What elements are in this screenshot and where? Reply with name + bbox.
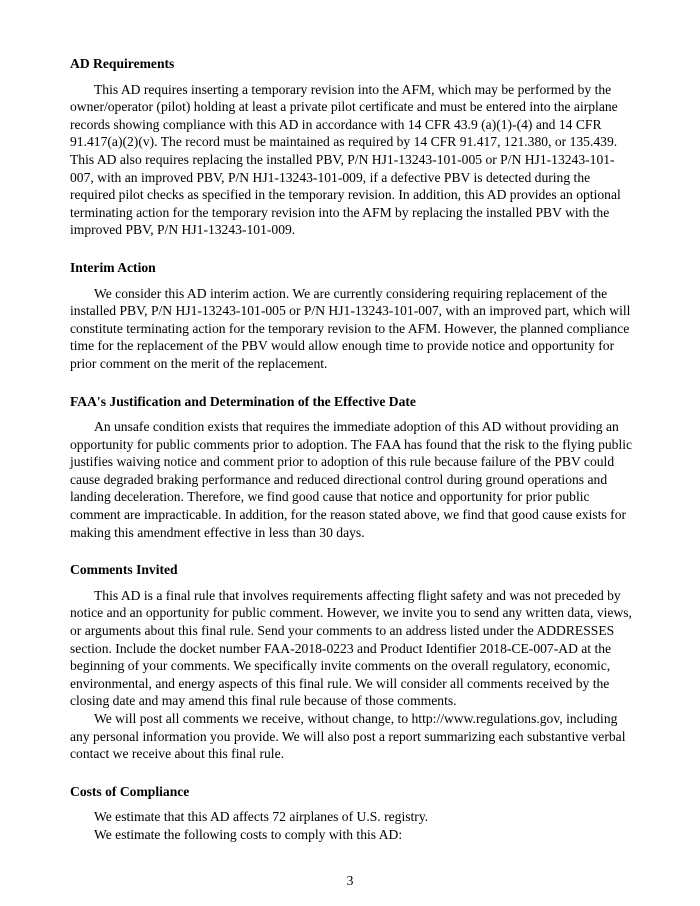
paragraph: An unsafe condition exists that requires the immediate adoption of this AD without providing an opportunity for public comments prior to adoption. The FAA has found that the risk to the flying public justifies waiving notice and comment prior to adoption of this rule because failure of the PBV could cause degraded braking performance and reduced directional control during ground operations and landing deceleration. Therefore, we find good cause that notice and opportunity for prior public comment are impracticable. In addition, for the reason stated above, we find that good cause exists for making this amendment effective in less than 30 days.	[70, 419, 633, 540]
paragraph: We estimate the following costs to comply with this AD:	[94, 826, 403, 842]
section-heading-faa-justification: FAA's Justification and Determination of the Effective Date	[70, 393, 416, 409]
paragraph: We consider this AD interim action. We are currently considering requiring replacement of the installed PBV, P/N HJ1-13243-101-005 or P/N HJ1-13243-101-007, with an improved part, which will constitute terminating action for the temporary revision to the AFM. However, the planned compliance time for the replacement of the PBV would allow enough time to provide notice and opportunity for prior comment on the merit of the replacement.	[70, 285, 631, 371]
section-heading-costs-of-compliance: Costs of Compliance	[70, 783, 190, 799]
page-content	[70, 55, 633, 844]
page-number: 3	[346, 873, 354, 888]
paragraph: We will post all comments we receive, without change, to http://www.regulations.gov, including any personal information you provide. We will also post a report summarizing each substantive verbal contact we receive about this final rule.	[70, 711, 626, 762]
section-heading-comments-invited: Comments Invited	[70, 562, 178, 578]
section-heading-ad-requirements: AD Requirements	[70, 56, 175, 71]
paragraph: This AD requires inserting a temporary revision into the AFM, which may be performed by the owner/operator (pilot) holding at least a private pilot certificate and must be entered into the airplane records showing compliance with this AD in accordance with 14 CFR 43.9 (a)(1)-(4) and 14 CFR 91.417(a)(2)(v). The record must be maintained as required by 14 CFR 91.417, 121.380, or 135.439. This AD also requires replacing the installed PBV, P/N HJ1-13243-101-005 or P/N HJ1-13243-101-007, with an improved PBV, P/N HJ1-13243-101-009, if a defective PBV is detected during the required pilot checks as specified in the temporary revision. In addition, this AD provides an optional terminating action for the temporary revision into the AFM by replacing the installed PBV with the improved PBV, P/N HJ1-13243-101-009.	[70, 81, 621, 238]
paragraph: We estimate that this AD affects 72 airplanes of U.S. registry.	[94, 809, 429, 825]
section-heading-interim-action: Interim Action	[70, 259, 156, 275]
paragraph: This AD is a final rule that involves requirements affecting flight safety and was not preceded by notice and an opportunity for public comment. However, we invite you to send any written data, views, or arguments about this final rule. Send your comments to an address listed under the ADDRESSES section. Include the docket number FAA-2018-0223 and Product Identifier 2018-CE-007-AD at the beginning of your comments. We specifically invite comments on the overall regulatory, economic, environmental, and energy aspects of this final rule. We will consider all comments received by the closing date and may amend this final rule because of those comments.	[70, 587, 632, 709]
